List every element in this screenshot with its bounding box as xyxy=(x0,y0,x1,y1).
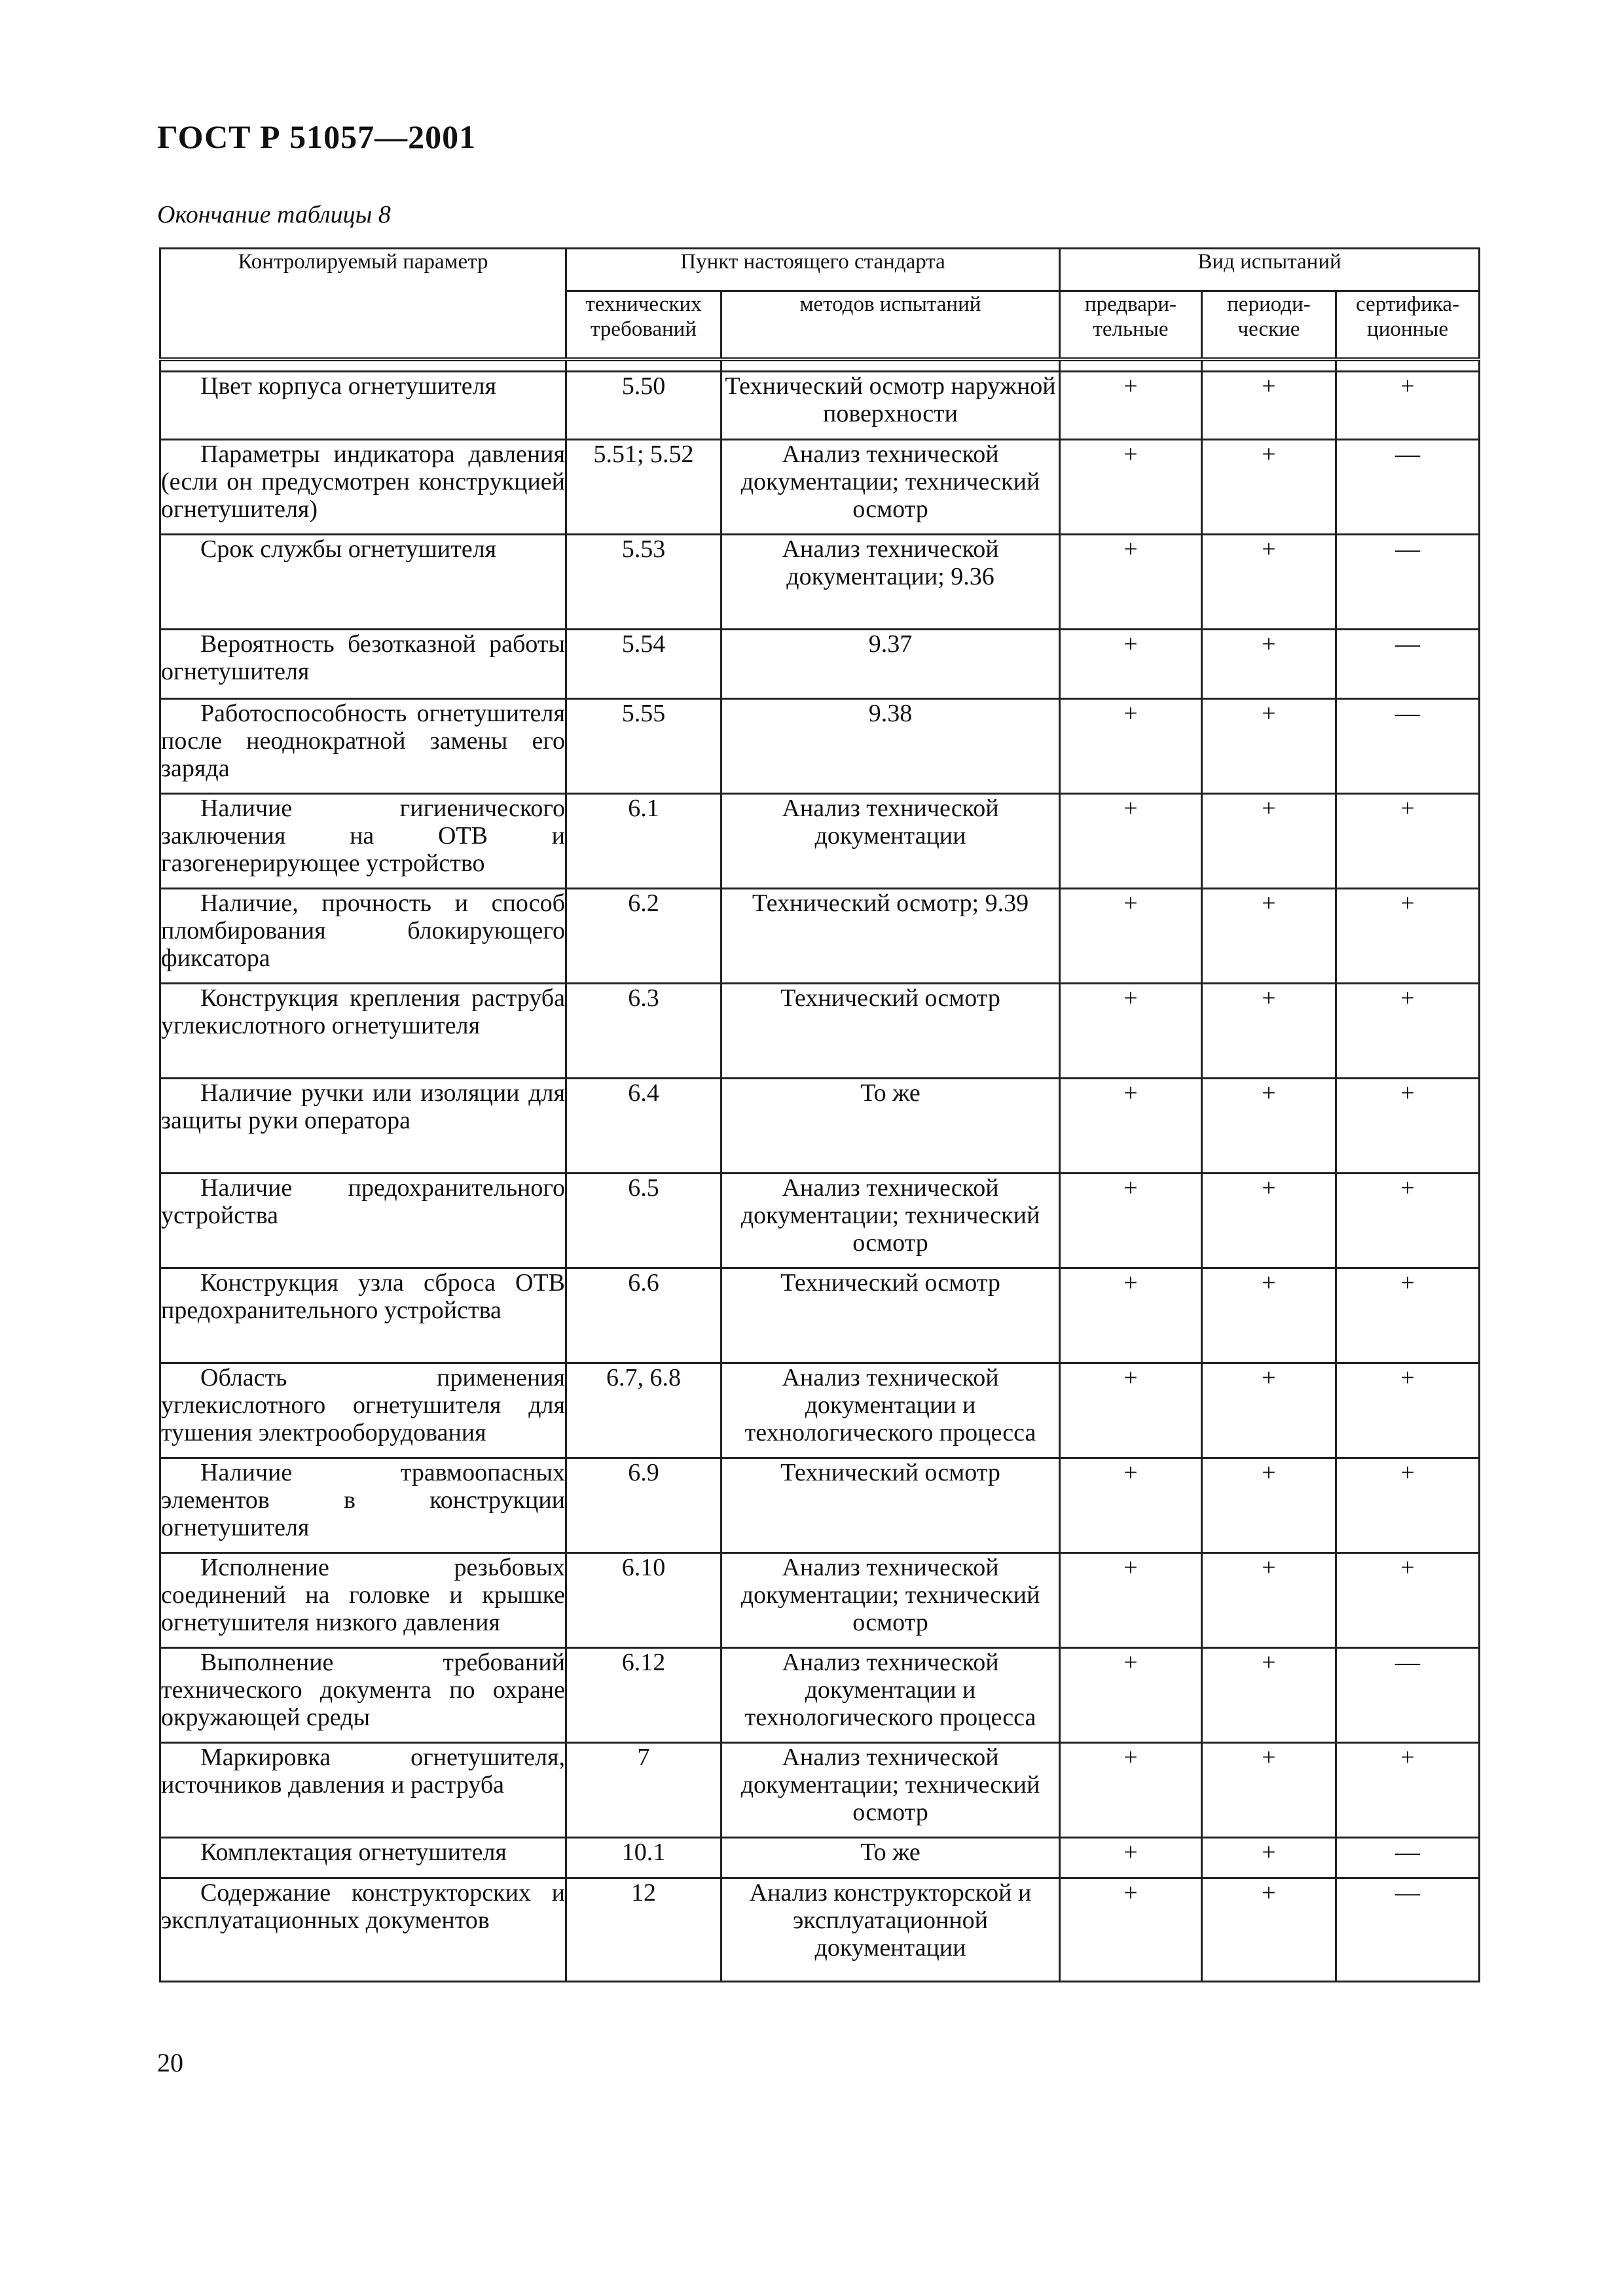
cell-certification: + xyxy=(1336,372,1480,440)
cell-certification: — xyxy=(1336,1838,1480,1878)
cell-test-method: Анализ технической документации; технический осмотр xyxy=(721,1174,1060,1268)
cell-parameter: Параметры индикатора давления (если он предусмотрен конструкцией огнетушителя) xyxy=(160,440,566,535)
cell-test-method: Анализ технической документации xyxy=(721,794,1060,889)
cell-technical-requirement: 6.7, 6.8 xyxy=(566,1363,721,1458)
table-row xyxy=(160,1743,1480,1838)
header-certification: сертифика-ционные xyxy=(1336,291,1480,360)
header-test-type: Вид испытаний xyxy=(1060,249,1480,291)
cell-preliminary: + xyxy=(1060,1079,1202,1174)
cell-certification: + xyxy=(1336,794,1480,889)
cell-technical-requirement: 6.4 xyxy=(566,1079,721,1174)
page-number: 20 xyxy=(157,2048,183,2077)
table-row xyxy=(160,440,1480,535)
cell-periodic: + xyxy=(1202,1743,1336,1838)
header-test-methods: методов испытаний xyxy=(721,291,1060,360)
cell-test-method: Анализ технической документации и технологического процесса xyxy=(721,1648,1060,1743)
cell-parameter: Конструкция узла сброса ОТВ предохранительного устройства xyxy=(160,1268,566,1363)
table-row xyxy=(160,889,1480,984)
cell-parameter: Наличие, прочность и способ пломбирования блокирующего фиксатора xyxy=(160,889,566,984)
cell-parameter: Срок службы огнетушителя xyxy=(160,535,566,630)
cell-test-method: 9.38 xyxy=(721,699,1060,794)
cell-technical-requirement: 6.2 xyxy=(566,889,721,984)
table-row xyxy=(160,699,1480,794)
cell-parameter: Наличие травмоопасных элементов в конструкции огнетушителя xyxy=(160,1458,566,1553)
cell-periodic: + xyxy=(1202,889,1336,984)
cell-certification: — xyxy=(1336,1648,1480,1743)
cell-preliminary: + xyxy=(1060,699,1202,794)
cell-certification: — xyxy=(1336,699,1480,794)
header-separator xyxy=(160,359,1480,372)
cell-preliminary: + xyxy=(1060,535,1202,630)
cell-parameter: Содержание конструкторских и эксплуатационных документов xyxy=(160,1878,566,1982)
cell-certification: — xyxy=(1336,630,1480,699)
cell-certification: — xyxy=(1336,440,1480,535)
cell-technical-requirement: 7 xyxy=(566,1743,721,1838)
cell-parameter: Наличие предохранительного устройства xyxy=(160,1174,566,1268)
cell-technical-requirement: 6.10 xyxy=(566,1553,721,1648)
cell-preliminary: + xyxy=(1060,794,1202,889)
cell-certification: + xyxy=(1336,889,1480,984)
table-caption: Окончание таблицы 8 xyxy=(157,201,391,228)
cell-certification: + xyxy=(1336,1743,1480,1838)
cell-parameter: Цвет корпуса огнетушителя xyxy=(160,372,566,440)
cell-periodic: + xyxy=(1202,794,1336,889)
table-row xyxy=(160,630,1480,699)
cell-periodic: + xyxy=(1202,1648,1336,1743)
cell-periodic: + xyxy=(1202,1268,1336,1363)
cell-preliminary: + xyxy=(1060,1174,1202,1268)
cell-preliminary: + xyxy=(1060,1838,1202,1878)
header-periodic: периоди-ческие xyxy=(1202,291,1336,360)
cell-preliminary: + xyxy=(1060,1553,1202,1648)
cell-preliminary: + xyxy=(1060,440,1202,535)
table-row xyxy=(160,1648,1480,1743)
cell-test-method: Анализ технической документации; 9.36 xyxy=(721,535,1060,630)
cell-parameter: Конструкция крепления раструба углекислотного огнетушителя xyxy=(160,984,566,1079)
cell-technical-requirement: 5.55 xyxy=(566,699,721,794)
header-preliminary: предвари-тельные xyxy=(1060,291,1202,360)
cell-periodic: + xyxy=(1202,984,1336,1079)
cell-certification: — xyxy=(1336,1878,1480,1982)
cell-parameter: Область применения углекислотного огнетушителя для тушения электрооборудования xyxy=(160,1363,566,1458)
cell-periodic: + xyxy=(1202,440,1336,535)
cell-technical-requirement: 12 xyxy=(566,1878,721,1982)
header-standard-clause: Пункт настоящего стандарта xyxy=(566,249,1060,291)
cell-parameter: Работоспособность огнетушителя после неоднократной замены его заряда xyxy=(160,699,566,794)
cell-test-method: Технический осмотр xyxy=(721,984,1060,1079)
cell-certification: — xyxy=(1336,535,1480,630)
cell-certification: + xyxy=(1336,1174,1480,1268)
cell-certification: + xyxy=(1336,1268,1480,1363)
cell-technical-requirement: 10.1 xyxy=(566,1838,721,1878)
cell-preliminary: + xyxy=(1060,889,1202,984)
cell-parameter: Комплектация огнетушителя xyxy=(160,1838,566,1878)
cell-certification: + xyxy=(1336,1079,1480,1174)
cell-certification: + xyxy=(1336,1553,1480,1648)
cell-parameter: Маркировка огнетушителя, источников давления и раструба xyxy=(160,1743,566,1838)
cell-periodic: + xyxy=(1202,699,1336,794)
header-controlled-parameter: Контролируемый параметр xyxy=(160,249,566,360)
cell-parameter: Выполнение требований технического документа по охране окружающей среды xyxy=(160,1648,566,1743)
table-row xyxy=(160,372,1480,440)
cell-periodic: + xyxy=(1202,1174,1336,1268)
cell-technical-requirement: 6.6 xyxy=(566,1268,721,1363)
cell-test-method: Анализ конструкторской и эксплуатационной документации xyxy=(721,1878,1060,1982)
cell-periodic: + xyxy=(1202,1553,1336,1648)
cell-periodic: + xyxy=(1202,1363,1336,1458)
cell-test-method: Анализ технической документации; технический осмотр xyxy=(721,440,1060,535)
cell-technical-requirement: 6.12 xyxy=(566,1648,721,1743)
cell-parameter: Наличие ручки или изоляции для защиты руки оператора xyxy=(160,1079,566,1174)
header-technical-requirements: технических требований xyxy=(566,291,721,360)
cell-technical-requirement: 5.50 xyxy=(566,372,721,440)
cell-parameter: Наличие гигиенического заключения на ОТВ и газогенерирующее устройство xyxy=(160,794,566,889)
cell-periodic: + xyxy=(1202,372,1336,440)
table-row xyxy=(160,1878,1480,1982)
table-row xyxy=(160,1268,1480,1363)
cell-test-method: То же xyxy=(721,1079,1060,1174)
cell-test-method: Анализ технической документации и технологического процесса xyxy=(721,1363,1060,1458)
cell-preliminary: + xyxy=(1060,984,1202,1079)
cell-preliminary: + xyxy=(1060,1363,1202,1458)
table-row xyxy=(160,1838,1480,1878)
cell-technical-requirement: 5.51; 5.52 xyxy=(566,440,721,535)
cell-technical-requirement: 6.3 xyxy=(566,984,721,1079)
document-title: ГОСТ Р 51057—2001 xyxy=(157,118,477,155)
table-row xyxy=(160,1174,1480,1268)
cell-periodic: + xyxy=(1202,1458,1336,1553)
table-row xyxy=(160,1079,1480,1174)
cell-test-method: Технический осмотр xyxy=(721,1268,1060,1363)
cell-parameter: Исполнение резьбовых соединений на головке и крышке огнетушителя низкого давления xyxy=(160,1553,566,1648)
table-row xyxy=(160,535,1480,630)
table-row xyxy=(160,794,1480,889)
cell-preliminary: + xyxy=(1060,1458,1202,1553)
table-row xyxy=(160,1363,1480,1458)
cell-preliminary: + xyxy=(1060,1878,1202,1982)
cell-preliminary: + xyxy=(1060,630,1202,699)
table-row xyxy=(160,1458,1480,1553)
cell-periodic: + xyxy=(1202,1079,1336,1174)
table-row xyxy=(160,984,1480,1079)
cell-periodic: + xyxy=(1202,630,1336,699)
cell-technical-requirement: 6.9 xyxy=(566,1458,721,1553)
cell-preliminary: + xyxy=(1060,372,1202,440)
cell-test-method: Технический осмотр xyxy=(721,1458,1060,1553)
table-row xyxy=(160,1553,1480,1648)
cell-technical-requirement: 6.1 xyxy=(566,794,721,889)
cell-test-method: Технический осмотр; 9.39 xyxy=(721,889,1060,984)
cell-test-method: 9.37 xyxy=(721,630,1060,699)
cell-test-method: Анализ технической документации; технический осмотр xyxy=(721,1743,1060,1838)
cell-test-method: Анализ технической документации; технический осмотр xyxy=(721,1553,1060,1648)
cell-preliminary: + xyxy=(1060,1648,1202,1743)
test-parameters-table xyxy=(159,247,1480,1982)
cell-periodic: + xyxy=(1202,1838,1336,1878)
cell-technical-requirement: 6.5 xyxy=(566,1174,721,1268)
cell-test-method: Технический осмотр наружной поверхности xyxy=(721,372,1060,440)
cell-technical-requirement: 5.53 xyxy=(566,535,721,630)
cell-technical-requirement: 5.54 xyxy=(566,630,721,699)
cell-certification: + xyxy=(1336,1458,1480,1553)
cell-periodic: + xyxy=(1202,1878,1336,1982)
cell-test-method: То же xyxy=(721,1838,1060,1878)
cell-periodic: + xyxy=(1202,535,1336,630)
cell-parameter: Вероятность безотказной работы огнетушителя xyxy=(160,630,566,699)
cell-certification: + xyxy=(1336,1363,1480,1458)
cell-preliminary: + xyxy=(1060,1268,1202,1363)
cell-certification: + xyxy=(1336,984,1480,1079)
cell-preliminary: + xyxy=(1060,1743,1202,1838)
